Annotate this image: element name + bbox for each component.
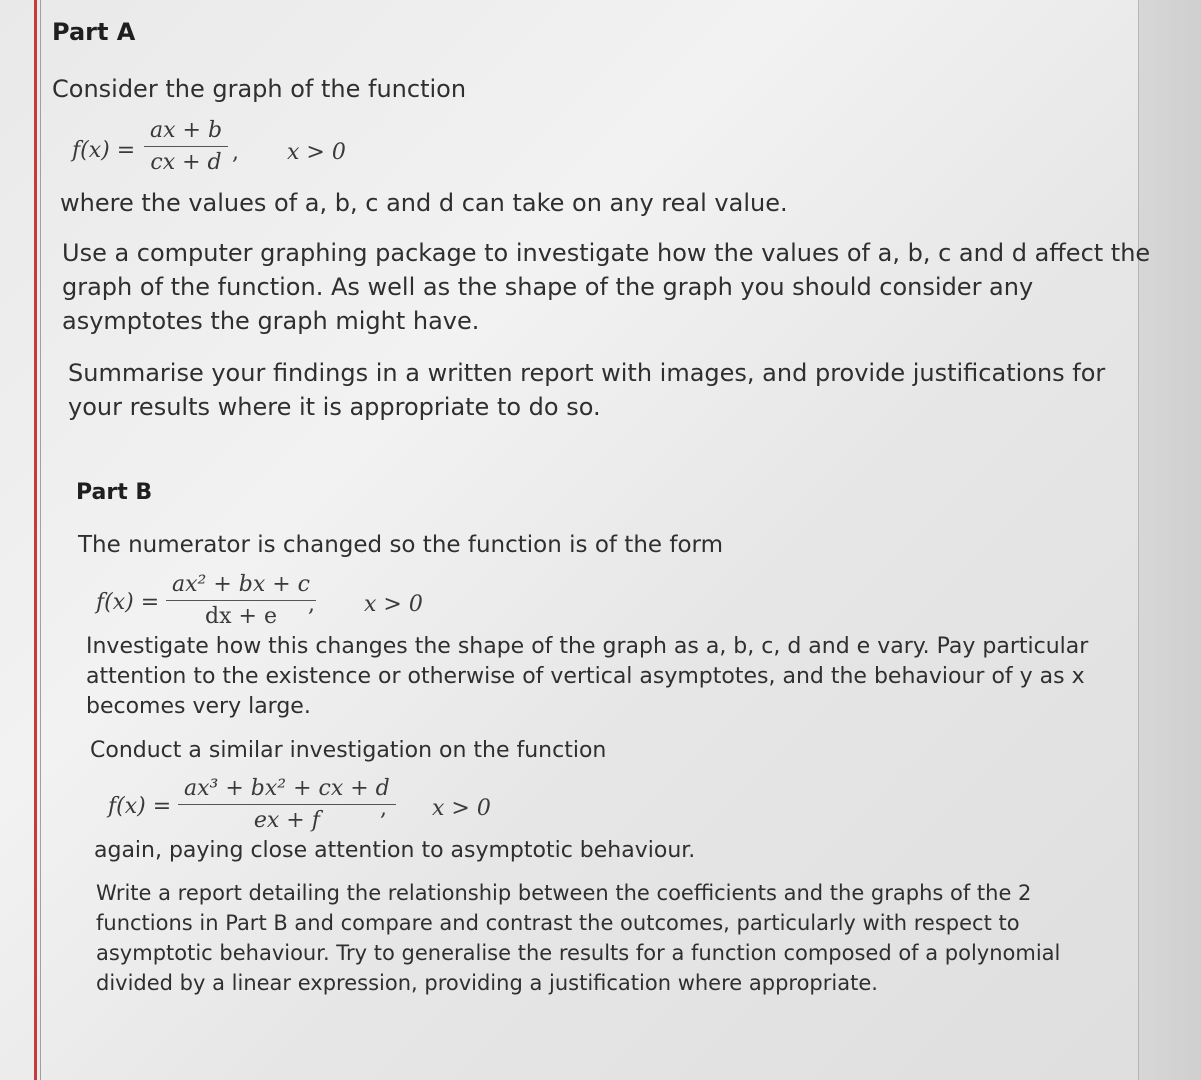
formula-lhs: f(x) =	[72, 138, 136, 163]
margin-rule-red	[34, 0, 37, 1080]
part-a-heading: Part A	[52, 18, 136, 46]
formula-lhs: f(x) =	[96, 590, 160, 615]
formula-denominator: dx + e	[205, 604, 277, 629]
margin-rule-gray	[40, 0, 41, 1080]
formula-separator: ,	[380, 796, 387, 821]
part-a-formula	[72, 118, 472, 188]
part-b-paragraph-3: again, paying close attention to asymptotic behaviour.	[94, 838, 696, 863]
formula-condition: x > 0	[432, 796, 491, 821]
part-b-formula-1	[96, 572, 496, 636]
part-b-paragraph-4: Write a report detailing the relationship between the coefficients and the graphs of the 2 functions in Part B and compare and contrast the outcomes, particularly with respect to asymptotic behaviour. Try to generalise the results for a function composed of a polynomial divided by a linear expression, providing a justification where appropriate.	[96, 881, 1061, 995]
formula-condition: x > 0	[364, 592, 423, 617]
part-a-intro: Consider the graph of the function	[52, 75, 467, 103]
formula-separator: ,	[308, 592, 315, 617]
formula-fraction	[166, 572, 316, 629]
fraction-bar	[166, 600, 316, 601]
formula-denominator: cx + d	[150, 150, 222, 175]
formula-condition: x > 0	[287, 140, 346, 165]
formula-separator: ,	[232, 140, 239, 165]
part-b-intro: The numerator is changed so the function is of the form	[78, 532, 723, 558]
part-b-paragraph-2: Conduct a similar investigation on the function	[90, 738, 607, 763]
part-a-paragraph-1: Use a computer graphing package to investigate how the values of a, b, c and d affect the graph of the function. As well as the shape of the graph you should consider any asymptotes the graph might have.	[62, 239, 1151, 335]
part-a-note: where the values of a, b, c and d can take on any real value.	[60, 189, 788, 217]
formula-numerator: ax³ + bx² + cx + d	[184, 776, 390, 801]
formula-numerator: ax + b	[150, 118, 223, 143]
formula-fraction	[178, 776, 396, 833]
part-a-paragraph-2: Summarise your findings in a written report with images, and provide justifications for your results where it is appropriate to do so.	[68, 359, 1106, 421]
formula-numerator: ax² + bx + c	[172, 572, 310, 597]
part-b-heading: Part B	[76, 480, 153, 505]
formula-denominator: ex + f	[253, 808, 320, 833]
part-b-paragraph-1: Investigate how this changes the shape of the graph as a, b, c, d and e vary. Pay particular attention to the existence or otherwise of vertical asymptotes, and the behaviour of y as x becomes very large.	[86, 634, 1089, 719]
part-b-formula-2	[108, 776, 528, 840]
formula-lhs: f(x) =	[108, 794, 172, 819]
fraction-bar	[144, 146, 228, 147]
fraction-bar	[178, 804, 396, 805]
formula-fraction	[144, 118, 228, 175]
